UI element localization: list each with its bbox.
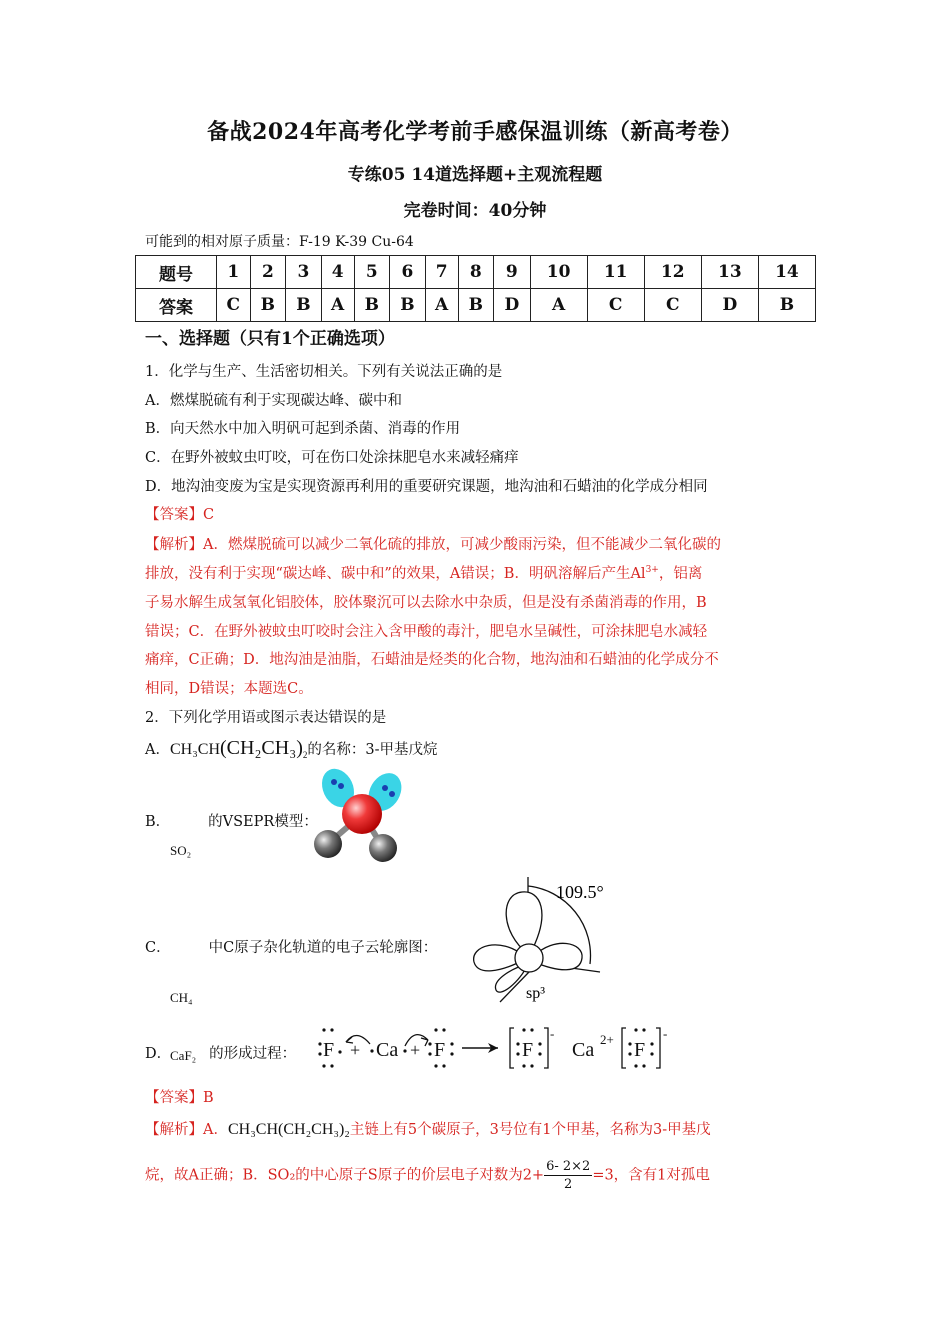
table-header-cell: 答案 — [136, 289, 217, 322]
q2-explanation-line-2 — [145, 1158, 710, 1193]
option-text: 中C原子杂化轨道的电子云轮廓图： — [208, 940, 438, 956]
explanation-text: 主链上有5个碳原子，3号位有1个甲基，名称为3-甲基戊 — [349, 1122, 711, 1138]
answer-cell: C — [216, 289, 250, 322]
q2-explanation-line-1 — [145, 1118, 711, 1139]
q1-explanation-line-5: 痛痒，C正确；D．地沟油是油脂，石蜡油是烃类的化合物，地沟油和石蜡油的化学成分不 — [145, 652, 719, 668]
fraction-denominator: 2 — [564, 1177, 573, 1192]
answer-table-row-answers — [136, 289, 816, 322]
exam-time: 完卷时间：40分钟 — [403, 201, 547, 221]
formula-paren: (CH₂CH₃) — [220, 737, 303, 759]
answer-cell: D — [701, 289, 758, 322]
fluorine-symbol: F — [634, 1039, 646, 1061]
chem-formula — [169, 737, 308, 761]
question-number-cell: 4 — [321, 256, 354, 289]
answer-cell: B — [250, 289, 286, 322]
question-number-cell: 5 — [354, 256, 390, 289]
q2-option-c — [145, 936, 437, 957]
document-title: 备战2024年高考化学考前手感保温训练（新高考卷） — [207, 119, 743, 145]
bond-angle-label: 109.5° — [556, 882, 604, 902]
plus-sign: + — [350, 1040, 361, 1060]
formula-main: CH₃CH — [169, 741, 221, 758]
q2-option-b — [145, 810, 318, 831]
question-number-cell: 14 — [758, 256, 815, 289]
option-label: C． — [145, 940, 171, 956]
q1-option-c: C．在野外被蚊虫叮咬，可在伤口处涂抹肥皂水来减轻痛痒 — [145, 450, 519, 466]
q2-option-d — [145, 1042, 296, 1063]
question-number-cell: 8 — [458, 256, 494, 289]
plus-sign: + — [410, 1040, 421, 1060]
option-label: D． — [145, 1046, 172, 1062]
atomic-mass-note: 可能到的相对原子质量：F-19 K-39 Cu-64 — [145, 234, 414, 250]
answer-cell: D — [494, 289, 530, 322]
sp3-orbital-diagram — [460, 872, 620, 1012]
table-header-cell: 题号 — [136, 256, 217, 289]
explanation-text: A．燃煤脱硫可以减少二氧化硫的排放，可减少酸雨污染，但不能减少二氧化碳的 — [203, 537, 721, 553]
q1-explanation-line-6: 相同，D错误；本题选C。 — [145, 681, 313, 697]
q1-option-b: B．向天然水中加入明矾可起到杀菌、消毒的作用 — [145, 421, 461, 437]
question-number-cell: 7 — [425, 256, 458, 289]
charge-superscript: 3+ — [645, 565, 659, 576]
answer-cell: B — [390, 289, 426, 322]
question-number-cell: 13 — [701, 256, 758, 289]
explanation-label: 【解析】 — [145, 537, 203, 553]
fraction-numerator: 6- 2×2 — [546, 1159, 591, 1174]
minus-charge: - — [663, 1026, 668, 1041]
option-text: 的VSEPR模型： — [208, 814, 318, 830]
section-heading: 一、选择题（只有1个正确选项） — [145, 329, 395, 349]
answer-cell: C — [644, 289, 701, 322]
q1-stem: 1．化学与生产、生活密切相关。下列有关说法正确的是 — [145, 364, 503, 380]
q1-explanation-line-2 — [145, 562, 702, 583]
calcium-charge: 2+ — [600, 1032, 614, 1047]
calcium-ion-symbol: Ca — [572, 1039, 595, 1061]
answer-cell: C — [587, 289, 644, 322]
question-number-cell: 10 — [530, 256, 587, 289]
answer-cell: A — [530, 289, 587, 322]
explanation-text: A． — [203, 1122, 228, 1138]
fraction — [544, 1158, 592, 1193]
q1-explanation-line-1 — [145, 533, 721, 554]
q2-answer: 【答案】B — [145, 1090, 214, 1106]
minus-charge: - — [550, 1026, 555, 1041]
chem-formula: CH₃CH(CH₂CH₃)₂ — [227, 1121, 350, 1138]
option-label: A． — [145, 742, 170, 758]
hybrid-label: sp³ — [526, 985, 546, 1002]
answer-cell: A — [425, 289, 458, 322]
answer-cell: A — [321, 289, 354, 322]
fluorine-symbol: F — [434, 1039, 446, 1061]
vsepr-model-image — [310, 770, 410, 862]
option-text: 的名称：3-甲基戊烷 — [307, 742, 438, 758]
option-label: B． — [145, 814, 171, 830]
ch4-formula: CH₄ — [170, 990, 193, 1005]
q2-stem: 2．下列化学用语或图示表达错误的是 — [145, 710, 387, 726]
fluorine-symbol: F — [323, 1039, 335, 1061]
fluorine-symbol: F — [522, 1039, 534, 1061]
explanation-text: ，铝离 — [658, 566, 703, 582]
explanation-text: =3，含有1对孤电 — [592, 1167, 710, 1184]
q1-explanation-line-3: 子易水解生成氢氧化铝胶体，胶体聚沉可以去除水中杂质，但是没有杀菌消毒的作用，B — [145, 595, 707, 611]
explanation-text: 烷，故A正确；B．SO₂的中心原子S原子的价层电子对数为2+ — [145, 1167, 545, 1184]
question-number-cell: 6 — [390, 256, 426, 289]
calcium-symbol: Ca — [376, 1039, 399, 1061]
question-number-cell: 1 — [216, 256, 250, 289]
explanation-text: 排放，没有利于实现“碳达峰、碳中和”的效果，A错误；B．明矾溶解后产生Al — [145, 566, 646, 582]
answer-table-row-numbers — [136, 256, 816, 289]
caf2-formula: CaF₂ — [170, 1048, 197, 1063]
question-number-cell: 2 — [250, 256, 286, 289]
formula-subscript: 2 — [302, 750, 308, 761]
answer-cell: B — [758, 289, 815, 322]
question-number-cell: 12 — [644, 256, 701, 289]
option-text: 的形成过程： — [209, 1046, 297, 1062]
so2-formula: SO₂ — [170, 843, 192, 858]
formation-process-diagram — [312, 1024, 692, 1072]
answer-cell: B — [286, 289, 322, 322]
question-number-cell: 3 — [286, 256, 322, 289]
q1-answer: 【答案】C — [145, 507, 215, 523]
explanation-label: 【解析】 — [145, 1122, 203, 1138]
answer-cell: B — [458, 289, 494, 322]
question-number-cell: 9 — [494, 256, 530, 289]
q1-explanation-line-4: 错误；C．在野外被蚊虫叮咬时会注入含甲酸的毒汁，肥皂水呈碱性，可涂抹肥皂水减轻 — [145, 624, 708, 640]
document-subtitle: 专练05 14道选择题+主观流程题 — [347, 165, 603, 185]
answer-cell: B — [354, 289, 390, 322]
question-number-cell: 11 — [587, 256, 644, 289]
q1-option-a: A．燃煤脱硫有利于实现碳达峰、碳中和 — [145, 393, 402, 409]
answer-table — [135, 255, 816, 322]
q1-option-d: D．地沟油变废为宝是实现资源再利用的重要研究课题，地沟油和石蜡油的化学成分相同 — [145, 479, 708, 495]
q2-option-a — [145, 737, 437, 760]
